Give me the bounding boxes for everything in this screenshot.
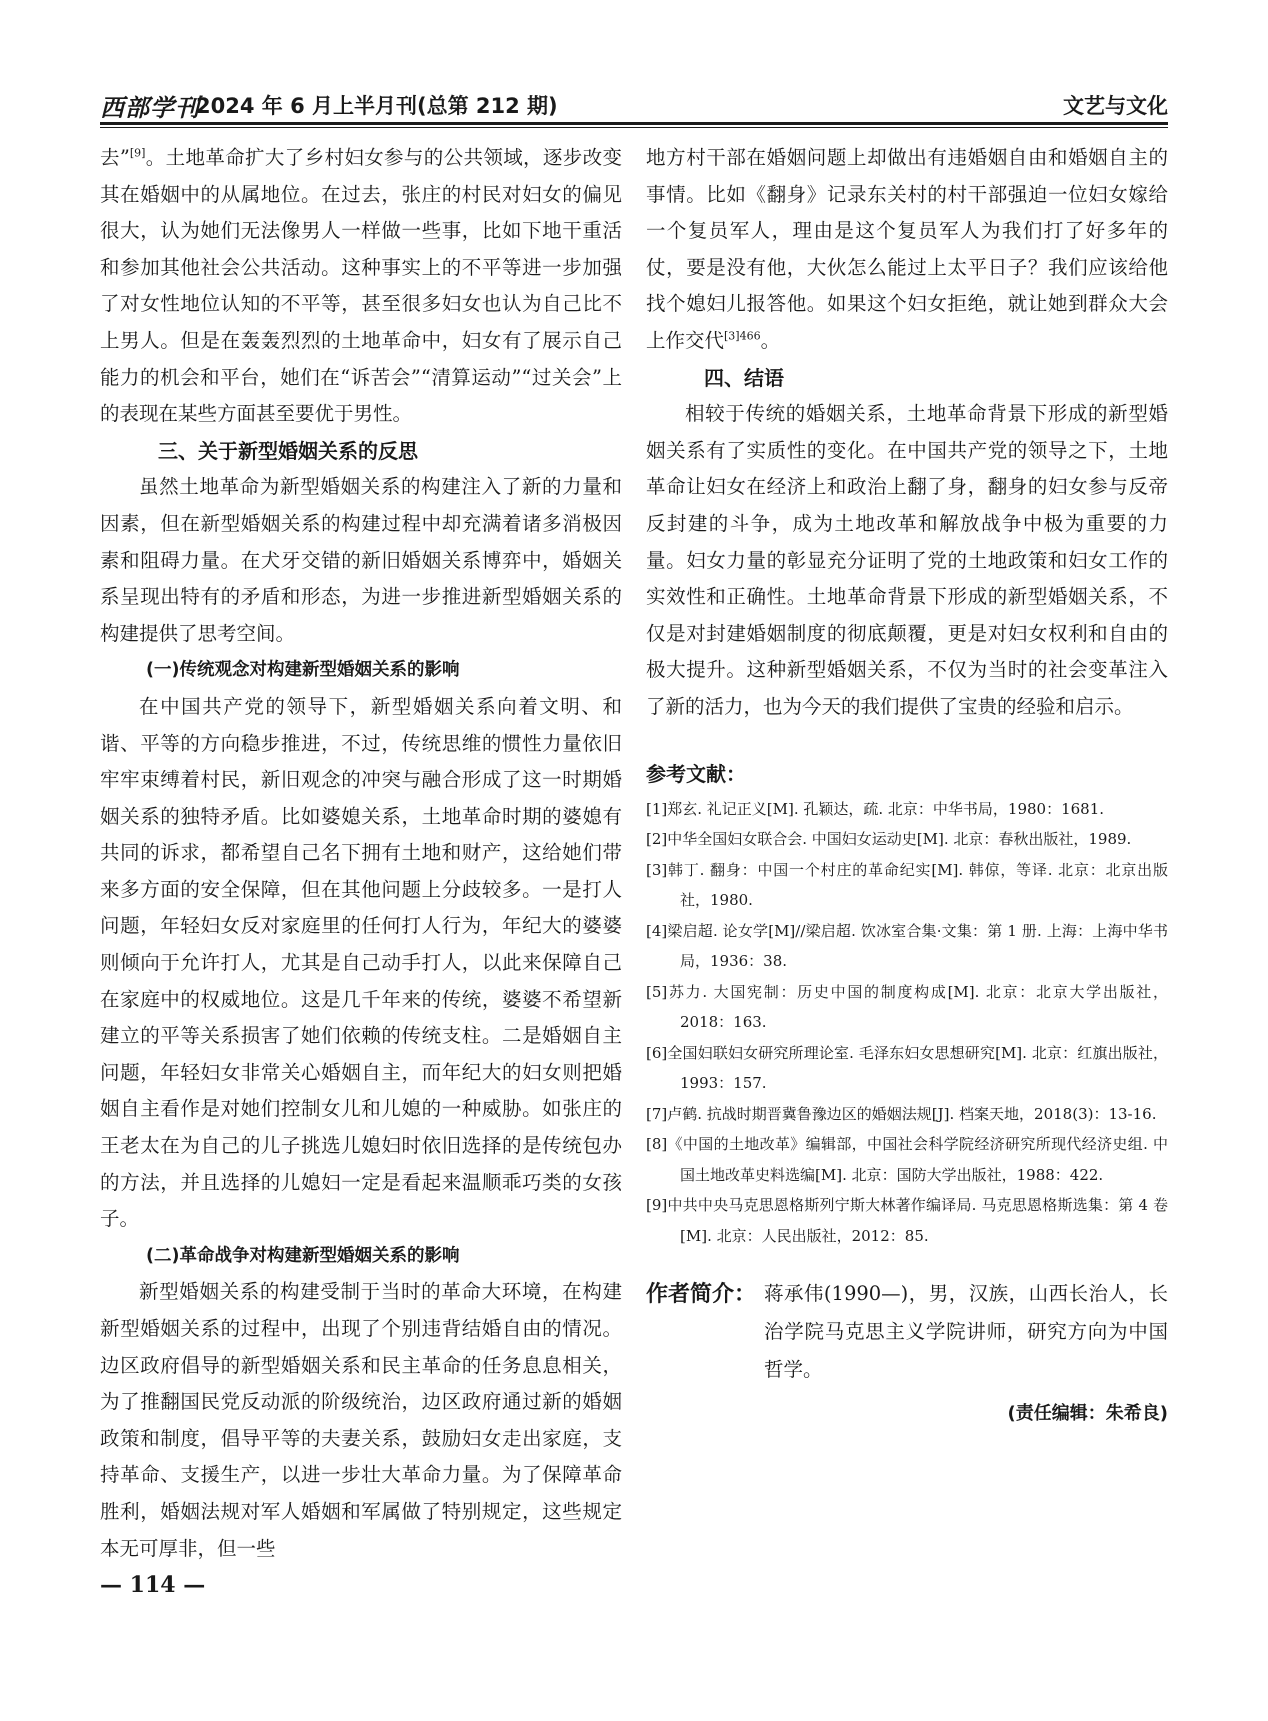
- reference-5: [5]苏力. 大国宪制：历史中国的制度构成[M]. 北京：北京大学出版社，2018：163.: [646, 982, 1168, 1031]
- paragraph-1-lead: 去”: [100, 146, 130, 169]
- issue-info: 2024 年 6 月上半月刊(总第 212 期): [196, 94, 558, 118]
- subsection-1-title: (一)传统观念对构建新型婚姻关系的影响: [146, 660, 460, 681]
- paragraph-5: [646, 140, 1168, 360]
- citation-3: [3]466: [724, 329, 761, 343]
- journal-logo: 西部学刊: [100, 93, 200, 122]
- author-bio-text: 蒋承伟(1990—)，男，汉族，山西长治人，长治学院马克思主义学院讲师，研究方向为中国哲学。: [764, 1282, 1168, 1381]
- paragraph-6: 相较于传统的婚姻关系，土地革命背景下形成的新型婚姻关系有了实质性的变化。在中国共产党的领导之下，土地革命让妇女在经济上和政治上翻了身，翻身的妇女参与反帝反封建的斗争，成为土地改革和解放战争中极为重要的力量。妇女力量的彰显充分证明了党的土地政策和妇女工作的实效性和正确性。土地革命背景下形成的新型婚姻关系，不仅是对封建婚姻制度的彻底颠覆，更是对妇女权利和自由的极大提升。这种新型婚姻关系，不仅为当时的社会变革注入了新的活力，也为今天的我们提供了宝贵的经验和启示。: [646, 402, 1168, 718]
- reference-4: [4]梁启超. 论女学[M]//梁启超. 饮冰室合集·文集：第 1 册. 上海：上海中华书局，1936：38.: [646, 921, 1168, 970]
- reference-1: [1]郑玄. 礼记正义[M]. 孔颖达，疏. 北京：中华书局，1980：1681.: [646, 799, 1105, 818]
- page-number: — 114 —: [100, 1572, 206, 1598]
- reference-6: [6]全国妇联妇女研究所理论室. 毛泽东妇女思想研究[M]. 北京：红旗出版社，1993：157.: [646, 1043, 1168, 1092]
- right-column: [646, 140, 1168, 1425]
- paragraph-5-end: 。: [760, 328, 781, 352]
- responsible-editor: (责任编辑：朱希良): [1007, 1403, 1168, 1424]
- reference-8: [8]《中国的土地改革》编辑部，中国社会科学院经济研究所现代经济史组. 中国土地改革史料选编[M]. 北京：国防大学出版社，1988：422.: [646, 1135, 1168, 1184]
- paragraph-1-rest: 。土地革命扩大了乡村妇女参与的公共领域，逐步改变其在婚姻中的从属地位。在过去，张庄的村民对妇女的偏见很大，认为她们无法像男人一样做一些事，比如下地干重活和参加其他社会公共活动。这种事实上的不平等进一步加强了对女性地位认知的不平等，甚至很多妇女也认为自己比不上男人。但是在轰轰烈烈的土地革命中，妇女有了展示自己能力的机会和平台，她们在“诉苦会”“清算运动”“过关会”上的表现在某些方面甚至要优于男性。: [100, 146, 622, 426]
- left-column: [100, 140, 622, 1567]
- section-3-title: 三、关于新型婚姻关系的反思: [158, 438, 418, 463]
- reference-2: [2]中华全国妇女联合会. 中国妇女运动史[M]. 北京：春秋出版社，1989.: [646, 830, 1132, 848]
- header-rule-thin: [100, 127, 1168, 128]
- citation-9: [9]: [129, 146, 146, 160]
- page-header: [100, 82, 1168, 122]
- author-bio-label: 作者简介：: [646, 1282, 757, 1307]
- paragraph-3: 在中国共产党的领导下，新型婚姻关系向着文明、和谐、平等的方向稳步推进，不过，传统思维的惯性力量依旧牢牢束缚着村民，新旧观念的冲突与融合形成了这一时期婚姻关系的独特矛盾。比如婆媳关系，土地革命时期的婆媳有共同的诉求，都希望自己名下拥有土地和财产，这给她们带来多方面的安全保障，但在其他问题上分歧较多。一是打人问题，年轻妇女反对家庭里的任何打人行为，年纪大的婆婆则倾向于允许打人，尤其是自己动手打人，以此来保障自己在家庭中的权威地位。这是几千年来的传统，婆婆不希望新建立的平等关系损害了她们依赖的传统支柱。二是婚姻自主问题，年轻妇女非常关心婚姻自主，而年纪大的妇女则把婚姻自主看作是对她们控制女儿和儿媳的一种威胁。如张庄的王老太在为自己的儿子挑选儿媳妇时依旧选择的是传统包办的方法，并且选择的儿媳妇一定是看起来温顺乖巧类的女孩子。: [100, 694, 622, 1231]
- section-4-title: 四、结语: [704, 365, 784, 390]
- header-rule: [100, 122, 1168, 125]
- author-bio: [646, 1275, 1168, 1389]
- paragraph-4: 新型婚姻关系的构建受制于当时的革命大环境，在构建新型婚姻关系的过程中，出现了个别违背结婚自由的情况。边区政府倡导的新型婚姻关系和民主革命的任务息息相关，为了推翻国民党反动派的阶级统治，边区政府通过新的婚姻政策和制度，倡导平等的夫妻关系，鼓励妇女走出家庭，支持革命、支援生产，以进一步壮大革命力量。为了保障革命胜利，婚姻法规对军人婚姻和军属做了特别规定，这些规定本无可厚非，但一些: [100, 1280, 622, 1560]
- paragraph-1: [100, 140, 622, 433]
- paragraph-5-main: 地方村干部在婚姻问题上却做出有违婚姻自由和婚姻自主的事情。比如《翻身》记录东关村的村干部强迫一位妇女嫁给一个复员军人，理由是这个复员军人为我们打了好多年的仗，要是没有他，大伙怎么能过上太平日子？我们应该给他找个媳妇儿报答他。如果这个妇女拒绝，就让她到群众大会上作交代: [646, 146, 1168, 352]
- reference-7: [7]卢鹤. 抗战时期晋冀鲁豫边区的婚姻法规[J]. 档案天地，2018(3)：13-16.: [646, 1104, 1157, 1123]
- references-title: 参考文献：: [646, 761, 746, 786]
- subsection-2-title: (二)革命战争对构建新型婚姻关系的影响: [146, 1245, 460, 1266]
- reference-3: [3]韩丁. 翻身：中国一个村庄的革命纪实[M]. 韩倞，等译. 北京：北京出版社，1980.: [646, 860, 1168, 909]
- references-list: [646, 794, 1168, 1252]
- paragraph-2: 虽然土地革命为新型婚姻关系的构建注入了新的力量和因素，但在新型婚姻关系的构建过程中却充满着诸多消极因素和阻碍力量。在犬牙交错的新旧婚姻关系博弈中，婚姻关系呈现出特有的矛盾和形态，为进一步推进新型婚姻关系的构建提供了思考空间。: [100, 475, 622, 645]
- reference-9: [9]中共中央马克思恩格斯列宁斯大林著作编译局. 马克思恩格斯选集：第 4 卷[M]. 北京：人民出版社，2012：85.: [646, 1196, 1168, 1245]
- section-name: 文艺与文化: [1063, 94, 1168, 118]
